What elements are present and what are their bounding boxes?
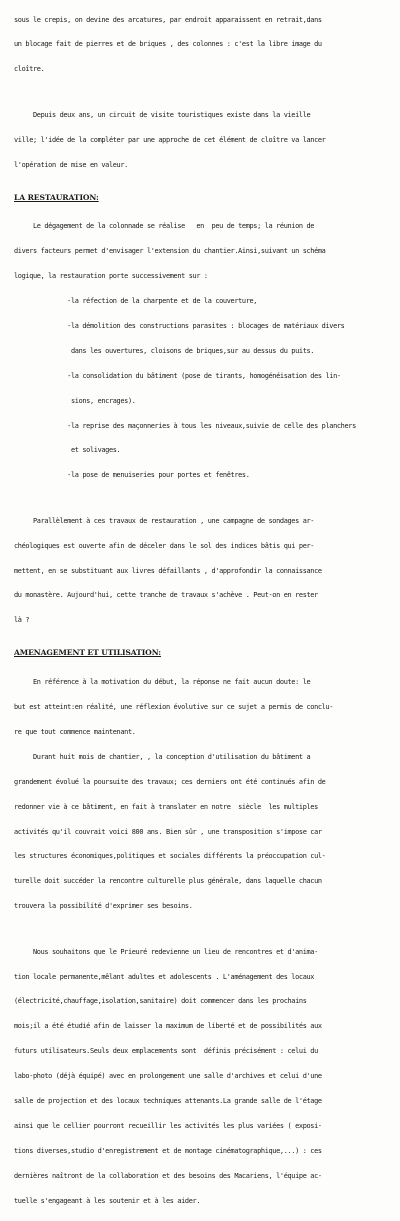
text-line: du monastère. Aujourd'hui, cette tranche de travaux s'achève . Peut-on en rester	[14, 591, 318, 600]
text-line: turelle doit succéder la rencontre culturelle plus générale, dans laquelle chacun	[14, 877, 322, 886]
list-item: -la pose de menuiseries pour portes et fenêtres.	[14, 471, 250, 480]
text-line: tuelle s'engageant à les soutenir et à les aider.	[14, 1196, 201, 1205]
text-line: l'opération de mise en valeur.	[14, 160, 128, 169]
list-item: dans les ouvertures, cloisons de briques,sur au dessus du puits.	[14, 346, 315, 355]
text-line: mois;il a été étudié afin de laisser la maximum de liberté et de possibilités aux	[14, 1022, 322, 1031]
list-item: -la reprise des maçonneries à tous les niveaux,suivie de celle des planchers	[14, 421, 356, 430]
list-item: -la démolition des constructions parasites : blocages de matériaux divers	[14, 321, 345, 330]
text-line: cloître.	[14, 65, 45, 74]
text-line: divers facteurs permet d'envisager l'extension du chantier.Ainsi,suivant un schéma	[14, 247, 326, 256]
list-item: -la consolidation du bâtiment (pose de tirants, homogénéisation des lin-	[14, 371, 341, 380]
document-page	[14, 0, 394, 1221]
text-line: tions diverses,studio d'enregistrement et de montage cinématographique,...) : ces	[14, 1146, 322, 1155]
text-line: tion locale permanente,mêlant adultes et adolescents . L'aménagement des locaux	[14, 972, 315, 981]
text-line: Le dégagement de la colonnade se réalise en peu de temps; la réunion de	[14, 222, 315, 231]
list-item: sions, encrages).	[14, 396, 136, 405]
list-item: -la réfection de la charpente et de la couverture,	[14, 297, 258, 306]
text-line: grandement évolué la poursuite des travaux; ces derniers ont été continués afin de	[14, 777, 326, 786]
blank-line	[14, 90, 394, 94]
text-line: Depuis deux ans, un circuit de visite touristiques existe dans la vieille	[14, 110, 311, 119]
section-heading-restauration: LA RESTAURATION:	[14, 192, 99, 202]
text-line: En référence à la motivation du début, la réponse ne fait aucun doute: le	[14, 678, 311, 687]
text-line: ville; l'idée de la compléter par une approche de cet élément de cloître va lancer	[14, 135, 326, 144]
restauration-body	[14, 206, 394, 641]
text-line: chéologiques est ouverte afin de déceler dans le sol des indices bâtis qui per-	[14, 541, 315, 550]
text-line: Nous souhaitons que le Prieuré redevienne un lieu de rencontres et d'anima-	[14, 947, 318, 956]
text-line: logique, la restauration porte successivement sur :	[14, 272, 208, 281]
blank-line	[14, 927, 394, 931]
text-line: ainsi que le cellier pourront recueillir les activités les plus variées ( exposi-	[14, 1121, 322, 1130]
text-line: sous le crepis, on devine des arcatures, par endroit apparaissent en retrait,dans	[14, 15, 322, 24]
text-line: labo-photo (déjà équipé) avec en prolongement une salle d'archives et celui d'une	[14, 1072, 322, 1081]
text-line: activités qu'il couvrait voici 800 ans. Bien sûr , une transposition s'impose car	[14, 827, 322, 836]
text-line: mettent, en se substituant aux livres défaillants , d'approfondir la connaissance	[14, 566, 322, 575]
text-line: les structures économiques,politiques et sociales différents la préoccupation cul-	[14, 852, 326, 861]
text-line: là ?	[14, 616, 30, 625]
intro-paragraph	[14, 0, 394, 186]
text-line: futurs utilisateurs.Seuls deux emplacements sont définis précisément : celui du	[14, 1047, 318, 1056]
text-line: re que tout commence maintenant.	[14, 727, 136, 736]
text-line: dernières naîtront de la collaboration et des besoins des Macariens, l'équipe ac-	[14, 1171, 322, 1180]
text-line: salle de projection et des locaux techniques attenants.La grande salle de l'étage	[14, 1097, 322, 1105]
text-line: (électricité,chauffage,isolation,sanitaire) doit commencer dans les prochains	[14, 997, 307, 1006]
text-line: redonner vie à ce bâtiment, en fait à translater en notre siècle les multiples	[14, 802, 318, 811]
text-line: Durant huit mois de chantier, , la conception d'utilisation du bâtiment a	[14, 752, 311, 761]
text-line: trouvera la possibilité d'exprimer ses besoins.	[14, 902, 193, 911]
section-heading-amenagement: AMENAGEMENT ET UTILISATION:	[14, 648, 161, 658]
text-line: Parallèlement à ces travaux de restauration , une campagne de sondages ar-	[14, 516, 315, 525]
blank-line	[14, 496, 394, 500]
text-line: un blocage fait de pierres et de briques , des colonnes : c'est la libre image du	[14, 40, 322, 49]
list-item: et solivages.	[14, 446, 121, 455]
text-line: but est atteint:en réalité, une réflexion évolutive sur ce sujet a permis de conclu-	[14, 703, 334, 712]
amenagement-body	[14, 662, 394, 1221]
